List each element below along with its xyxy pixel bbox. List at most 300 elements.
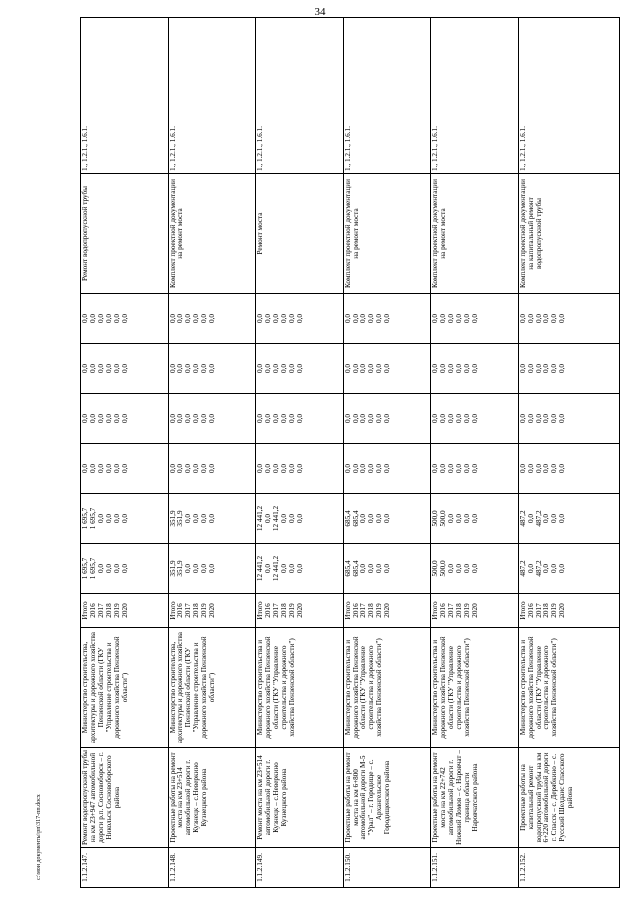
funding-value: 0,0 — [558, 364, 567, 373]
funding-column — [168, 344, 256, 394]
year-label: Итого — [81, 601, 89, 620]
funding-value: 351,9 — [168, 560, 177, 577]
indicator-links: 1., 1.2.1., 1.6.1. — [518, 18, 619, 174]
year-label: 2019 — [200, 603, 209, 618]
funding-value: 0,0 — [367, 514, 376, 523]
funding-value: 0,0 — [104, 514, 113, 523]
funding-value: 0,0 — [168, 414, 177, 423]
funding-value: 0,0 — [192, 314, 201, 323]
funding-column — [431, 494, 519, 544]
funding-value: 0,0 — [88, 314, 97, 323]
year-label: 2016 — [351, 603, 360, 618]
funding-value: 0,0 — [112, 414, 121, 423]
funding-value: 0,0 — [446, 364, 455, 373]
funding-column — [343, 344, 431, 394]
funding-value: 0,0 — [359, 564, 368, 573]
funding-value: 0,0 — [120, 464, 129, 473]
funding-value: 0,0 — [208, 514, 217, 523]
funding-value: 0,0 — [208, 364, 217, 373]
funding-value: 12 441,2 — [271, 555, 280, 582]
funding-value: 487,2 — [534, 510, 543, 527]
funding-value: 0,0 — [462, 314, 471, 323]
funding-value: 0,0 — [176, 464, 185, 473]
funding-value: 0,0 — [439, 414, 448, 423]
funding-value: 0,0 — [446, 514, 455, 523]
funding-value: 0,0 — [351, 314, 360, 323]
funding-column — [431, 544, 519, 594]
funding-value: 0,0 — [279, 464, 288, 473]
table-row — [256, 18, 344, 888]
funding-column — [256, 394, 344, 444]
funding-value: 0,0 — [367, 564, 376, 573]
funding-value: 0,0 — [120, 314, 129, 323]
funding-value: 0,0 — [375, 464, 384, 473]
funding-value: 1 695,7 — [81, 557, 89, 580]
funding-value: 0,0 — [184, 414, 193, 423]
funding-value: 0,0 — [287, 364, 296, 373]
funding-value: 0,0 — [287, 514, 296, 523]
funding-column — [168, 494, 256, 544]
expected-result: Комплект проектной документации на ремонт моста — [343, 174, 431, 294]
row-number: 1.1.2.148. — [168, 848, 256, 888]
row-number: 1.1.2.150. — [343, 848, 431, 888]
year-labels — [343, 594, 431, 628]
funding-value: 0,0 — [534, 364, 543, 373]
funding-value: 0,0 — [96, 314, 105, 323]
funding-value: 500,0 — [431, 560, 440, 577]
funding-column — [431, 444, 519, 494]
funding-column — [518, 494, 619, 544]
expected-result: Ремонт водопропускной трубы — [81, 174, 169, 294]
funding-column — [81, 344, 169, 394]
funding-value: 0,0 — [431, 464, 440, 473]
funding-value: 487,2 — [534, 560, 543, 577]
funding-value: 0,0 — [383, 364, 392, 373]
funding-column — [343, 494, 431, 544]
funding-value: 0,0 — [518, 314, 527, 323]
funding-value: 0,0 — [168, 314, 177, 323]
funding-value: 487,2 — [518, 510, 527, 527]
funding-value: 0,0 — [526, 364, 535, 373]
funding-value: 0,0 — [518, 464, 527, 473]
funding-column — [256, 494, 344, 544]
funding-value: 0,0 — [454, 314, 463, 323]
year-label: 2020 — [470, 603, 479, 618]
activity-name: Проектные работы на ремонт моста на км 6+800 автомобильной дороги М-5 "Урал" – г. Городище – с. Архангельское Городищенского района — [343, 748, 431, 848]
funding-value: 500,0 — [439, 510, 448, 527]
year-label: Итого — [431, 601, 440, 620]
year-label: Итого — [168, 601, 177, 620]
funding-value: 0,0 — [526, 464, 535, 473]
year-label: 2017 — [446, 603, 455, 618]
indicator-links: 1., 1.2.1., 1.6.1. — [343, 18, 431, 174]
executor-name: Министерство строительства и дорожного хозяйства Пензенской области (ГКУ "Управление строительства и дорожного хозяйства Пензенской области") — [518, 628, 619, 748]
funding-value: 0,0 — [208, 414, 217, 423]
funding-value: 0,0 — [263, 564, 272, 573]
funding-value: 0,0 — [96, 414, 105, 423]
funding-value: 0,0 — [192, 414, 201, 423]
year-label: 2020 — [558, 603, 567, 618]
funding-value: 0,0 — [184, 464, 193, 473]
funding-column — [81, 394, 169, 444]
funding-value: 0,0 — [534, 414, 543, 423]
funding-value: 0,0 — [263, 464, 272, 473]
row-number: 1.1.2.151. — [431, 848, 519, 888]
funding-value: 0,0 — [375, 314, 384, 323]
funding-column — [518, 544, 619, 594]
funding-value: 0,0 — [271, 364, 280, 373]
funding-value: 0,0 — [256, 314, 265, 323]
year-label: 2017 — [96, 603, 105, 618]
funding-value: 1 695,7 — [88, 507, 97, 530]
year-label: 2020 — [295, 603, 304, 618]
funding-value: 0,0 — [383, 464, 392, 473]
funding-column — [431, 394, 519, 444]
funding-value: 0,0 — [343, 314, 352, 323]
funding-value: 0,0 — [256, 464, 265, 473]
funding-value: 0,0 — [81, 464, 89, 473]
funding-column — [81, 544, 169, 594]
executor-name: Министерство строительства, архитектуры и дорожного хозяйства Пензенской области (ГКУ "Управление строительства и дорожного хозяйства Пензенской области") — [81, 628, 169, 748]
funding-column — [343, 294, 431, 344]
funding-value: 0,0 — [279, 564, 288, 573]
funding-value: 685,4 — [351, 560, 360, 577]
funding-column — [518, 344, 619, 394]
funding-value: 0,0 — [287, 414, 296, 423]
funding-value: 0,0 — [367, 364, 376, 373]
funding-value: 0,0 — [200, 314, 209, 323]
row-number: 1.1.2.149. — [256, 848, 344, 888]
funding-value: 0,0 — [120, 564, 129, 573]
funding-value: 0,0 — [208, 564, 217, 573]
funding-value: 0,0 — [470, 564, 479, 573]
funding-value: 0,0 — [351, 414, 360, 423]
funding-value: 0,0 — [558, 514, 567, 523]
expected-result: Комплект проектной документации на ремонт моста — [431, 174, 519, 294]
funding-value: 0,0 — [120, 364, 129, 373]
funding-value: 0,0 — [96, 564, 105, 573]
year-label: Итого — [343, 601, 352, 620]
activity-name: Ремонт водопропускной трубы на км 23+947 автомобильной дороги р.п. Сосновоборск – г. Никольск Сосновоборского района — [81, 748, 169, 848]
funding-value: 0,0 — [470, 364, 479, 373]
funding-value: 0,0 — [462, 414, 471, 423]
funding-value: 0,0 — [112, 314, 121, 323]
funding-value: 0,0 — [112, 364, 121, 373]
funding-value: 0,0 — [184, 314, 193, 323]
funding-value: 0,0 — [439, 364, 448, 373]
funding-value: 0,0 — [550, 364, 559, 373]
funding-value: 0,0 — [88, 414, 97, 423]
funding-value: 0,0 — [184, 514, 193, 523]
year-label: 2016 — [88, 603, 97, 618]
funding-value: 0,0 — [470, 414, 479, 423]
funding-column — [168, 544, 256, 594]
funding-value: 0,0 — [454, 414, 463, 423]
funding-value: 0,0 — [112, 564, 121, 573]
funding-value: 351,9 — [168, 510, 177, 527]
funding-column — [168, 444, 256, 494]
funding-value: 0,0 — [359, 364, 368, 373]
table-row — [168, 18, 256, 888]
funding-value: 0,0 — [271, 314, 280, 323]
year-labels — [81, 594, 169, 628]
funding-value: 0,0 — [120, 514, 129, 523]
funding-column — [256, 544, 344, 594]
funding-value: 0,0 — [295, 364, 304, 373]
funding-value: 0,0 — [534, 464, 543, 473]
funding-value: 0,0 — [263, 514, 272, 523]
table-row — [343, 18, 431, 888]
funding-value: 0,0 — [446, 464, 455, 473]
funding-value: 0,0 — [295, 314, 304, 323]
year-label: 2017 — [534, 603, 543, 618]
program-activities-table — [80, 17, 620, 888]
funding-column — [168, 294, 256, 344]
funding-value: 0,0 — [81, 364, 89, 373]
funding-value: 12 441,2 — [256, 505, 265, 532]
funding-value: 0,0 — [375, 414, 384, 423]
funding-value: 0,0 — [518, 414, 527, 423]
funding-value: 0,0 — [279, 314, 288, 323]
funding-value: 0,0 — [271, 464, 280, 473]
funding-value: 0,0 — [256, 364, 265, 373]
funding-value: 0,0 — [192, 514, 201, 523]
funding-column — [168, 394, 256, 444]
year-label: 2020 — [120, 603, 129, 618]
funding-value: 0,0 — [431, 364, 440, 373]
page-number: 34 — [314, 6, 326, 18]
table-row — [431, 18, 519, 888]
funding-value: 0,0 — [208, 314, 217, 323]
indicator-links: 1., 1.2.1., 1.6.1. — [431, 18, 519, 174]
funding-column — [431, 294, 519, 344]
table-frame — [6, 8, 634, 898]
funding-value: 0,0 — [184, 364, 193, 373]
funding-value: 0,0 — [431, 414, 440, 423]
year-label: 2017 — [271, 603, 280, 618]
funding-value: 0,0 — [176, 364, 185, 373]
table-body — [81, 18, 620, 888]
funding-value: 500,0 — [439, 560, 448, 577]
funding-column — [81, 444, 169, 494]
year-label: 2018 — [367, 603, 376, 618]
funding-value: 0,0 — [439, 464, 448, 473]
funding-value: 0,0 — [542, 414, 551, 423]
funding-value: 0,0 — [542, 464, 551, 473]
activity-name: Проектные работы на ремонт моста на км 23+514 автомобильной дороги г. Кузнецк – с.Неверкино Кузнецкого района — [168, 748, 256, 848]
funding-value: 0,0 — [168, 464, 177, 473]
indicator-links: 1., 1.2.1., 1.6.1. — [256, 18, 344, 174]
funding-column — [518, 394, 619, 444]
funding-value: 0,0 — [343, 414, 352, 423]
funding-value: 0,0 — [558, 414, 567, 423]
funding-value: 487,2 — [518, 560, 527, 577]
funding-value: 1 695,7 — [88, 557, 97, 580]
year-label: 2019 — [462, 603, 471, 618]
funding-value: 0,0 — [120, 414, 129, 423]
funding-value: 0,0 — [104, 364, 113, 373]
table-row — [518, 18, 619, 888]
year-label: 2018 — [192, 603, 201, 618]
funding-value: 0,0 — [287, 464, 296, 473]
year-label: 2017 — [359, 603, 368, 618]
funding-value: 0,0 — [295, 464, 304, 473]
funding-value: 0,0 — [200, 414, 209, 423]
year-labels — [431, 594, 519, 628]
year-label: 2018 — [104, 603, 113, 618]
funding-value: 0,0 — [383, 514, 392, 523]
funding-value: 0,0 — [96, 364, 105, 373]
year-label: Итого — [518, 601, 527, 620]
indicator-links: 1., 1.2.1., 1.6.1. — [81, 18, 169, 174]
funding-column — [518, 444, 619, 494]
funding-value: 0,0 — [431, 314, 440, 323]
year-label: 2017 — [184, 603, 193, 618]
funding-value: 0,0 — [81, 414, 89, 423]
activity-name: Ремонт моста на км 23+514 автомобильной дороги г. Кузнецк – с.Неверкино Кузнецкого района — [256, 748, 344, 848]
funding-value: 0,0 — [558, 564, 567, 573]
funding-value: 0,0 — [359, 464, 368, 473]
funding-value: 0,0 — [104, 314, 113, 323]
funding-value: 0,0 — [383, 414, 392, 423]
funding-value: 0,0 — [446, 564, 455, 573]
funding-value: 0,0 — [383, 564, 392, 573]
funding-value: 0,0 — [367, 414, 376, 423]
funding-value: 0,0 — [343, 364, 352, 373]
funding-value: 0,0 — [295, 514, 304, 523]
funding-column — [431, 344, 519, 394]
funding-value: 0,0 — [375, 364, 384, 373]
funding-value: 0,0 — [526, 414, 535, 423]
funding-value: 0,0 — [526, 564, 535, 573]
funding-value: 0,0 — [208, 464, 217, 473]
funding-value: 0,0 — [88, 364, 97, 373]
funding-value: 0,0 — [176, 414, 185, 423]
funding-column — [343, 394, 431, 444]
funding-value: 0,0 — [470, 314, 479, 323]
year-labels — [168, 594, 256, 628]
funding-value: 0,0 — [192, 364, 201, 373]
activity-name: Проектные работы на ремонт моста на км 22+742 автомобильной дороги г. Нижний Ломов – с. Наровчат – граница области Наровчатского района — [431, 748, 519, 848]
funding-value: 0,0 — [359, 414, 368, 423]
year-label: 2016 — [526, 603, 535, 618]
executor-name: Министерство строительства и дорожного хозяйства Пензенской области (ГКУ "Управление строительства и дорожного хозяйства Пензенской области") — [343, 628, 431, 748]
funding-value: 0,0 — [351, 364, 360, 373]
funding-column — [343, 544, 431, 594]
funding-value: 0,0 — [558, 464, 567, 473]
funding-value: 0,0 — [112, 464, 121, 473]
expected-result: Комплект проектной документации на ремонт моста — [168, 174, 256, 294]
funding-value: 0,0 — [526, 514, 535, 523]
funding-value: 0,0 — [104, 464, 113, 473]
funding-column — [256, 294, 344, 344]
executor-name: Министерство строительства, архитектуры и дорожного хозяйства Пензенской области (ГКУ "Управление строительства и дорожного хозяйства Пензенской области") — [168, 628, 256, 748]
rotated-table-wrapper — [80, 18, 620, 888]
year-label: 2016 — [263, 603, 272, 618]
funding-value: 0,0 — [454, 514, 463, 523]
funding-value: 1 695,7 — [81, 507, 89, 530]
year-label: 2018 — [279, 603, 288, 618]
funding-value: 0,0 — [550, 314, 559, 323]
funding-value: 0,0 — [542, 314, 551, 323]
funding-value: 685,4 — [343, 510, 352, 527]
funding-value: 0,0 — [351, 464, 360, 473]
funding-value: 0,0 — [271, 414, 280, 423]
funding-value: 0,0 — [462, 364, 471, 373]
funding-value: 500,0 — [431, 510, 440, 527]
executor-name: Министерство строительства и дорожного хозяйства Пензенской области (ГКУ "Управление строительства и дорожного хозяйства Пензенской области") — [256, 628, 344, 748]
funding-value: 0,0 — [184, 564, 193, 573]
funding-value: 12 441,2 — [256, 555, 265, 582]
funding-value: 0,0 — [367, 464, 376, 473]
funding-value: 0,0 — [200, 464, 209, 473]
year-label: 2016 — [439, 603, 448, 618]
indicator-links: 1., 1.2.1., 1.6.1. — [168, 18, 256, 174]
funding-column — [518, 294, 619, 344]
funding-value: 0,0 — [279, 514, 288, 523]
funding-value: 0,0 — [279, 414, 288, 423]
funding-value: 0,0 — [550, 564, 559, 573]
funding-value: 0,0 — [359, 514, 368, 523]
funding-value: 0,0 — [550, 414, 559, 423]
funding-value: 0,0 — [462, 564, 471, 573]
funding-value: 0,0 — [295, 564, 304, 573]
funding-value: 0,0 — [454, 564, 463, 573]
year-label: 2018 — [542, 603, 551, 618]
year-label: 2019 — [550, 603, 559, 618]
funding-value: 0,0 — [446, 414, 455, 423]
funding-value: 0,0 — [470, 514, 479, 523]
funding-value: 0,0 — [454, 464, 463, 473]
funding-value: 0,0 — [192, 464, 201, 473]
funding-value: 0,0 — [112, 514, 121, 523]
year-label: 2016 — [176, 603, 185, 618]
funding-value: 0,0 — [96, 514, 105, 523]
funding-value: 0,0 — [96, 464, 105, 473]
funding-value: 0,0 — [454, 364, 463, 373]
funding-value: 0,0 — [200, 514, 209, 523]
funding-value: 0,0 — [542, 564, 551, 573]
year-label: 2020 — [208, 603, 217, 618]
funding-value: 685,4 — [343, 560, 352, 577]
year-labels — [518, 594, 619, 628]
funding-value: 0,0 — [518, 364, 527, 373]
table-row — [81, 18, 169, 888]
funding-value: 0,0 — [367, 314, 376, 323]
funding-value: 0,0 — [343, 464, 352, 473]
funding-value: 0,0 — [295, 414, 304, 423]
funding-value: 0,0 — [168, 364, 177, 373]
funding-value: 0,0 — [192, 564, 201, 573]
funding-value: 0,0 — [550, 514, 559, 523]
funding-column — [81, 494, 169, 544]
funding-value: 0,0 — [558, 314, 567, 323]
year-label: 2019 — [112, 603, 121, 618]
year-label: 2019 — [375, 603, 384, 618]
funding-value: 0,0 — [88, 464, 97, 473]
funding-value: 0,0 — [176, 314, 185, 323]
year-label: 2019 — [287, 603, 296, 618]
funding-value: 0,0 — [263, 414, 272, 423]
funding-value: 0,0 — [462, 514, 471, 523]
funding-value: 0,0 — [550, 464, 559, 473]
funding-value: 0,0 — [287, 564, 296, 573]
funding-value: 0,0 — [81, 314, 89, 323]
expected-result: Комплект проектной документации на капитальный ремонт водопропускной трубы — [518, 174, 619, 294]
funding-value: 0,0 — [279, 364, 288, 373]
funding-value: 685,4 — [351, 510, 360, 527]
funding-value: 0,0 — [359, 314, 368, 323]
